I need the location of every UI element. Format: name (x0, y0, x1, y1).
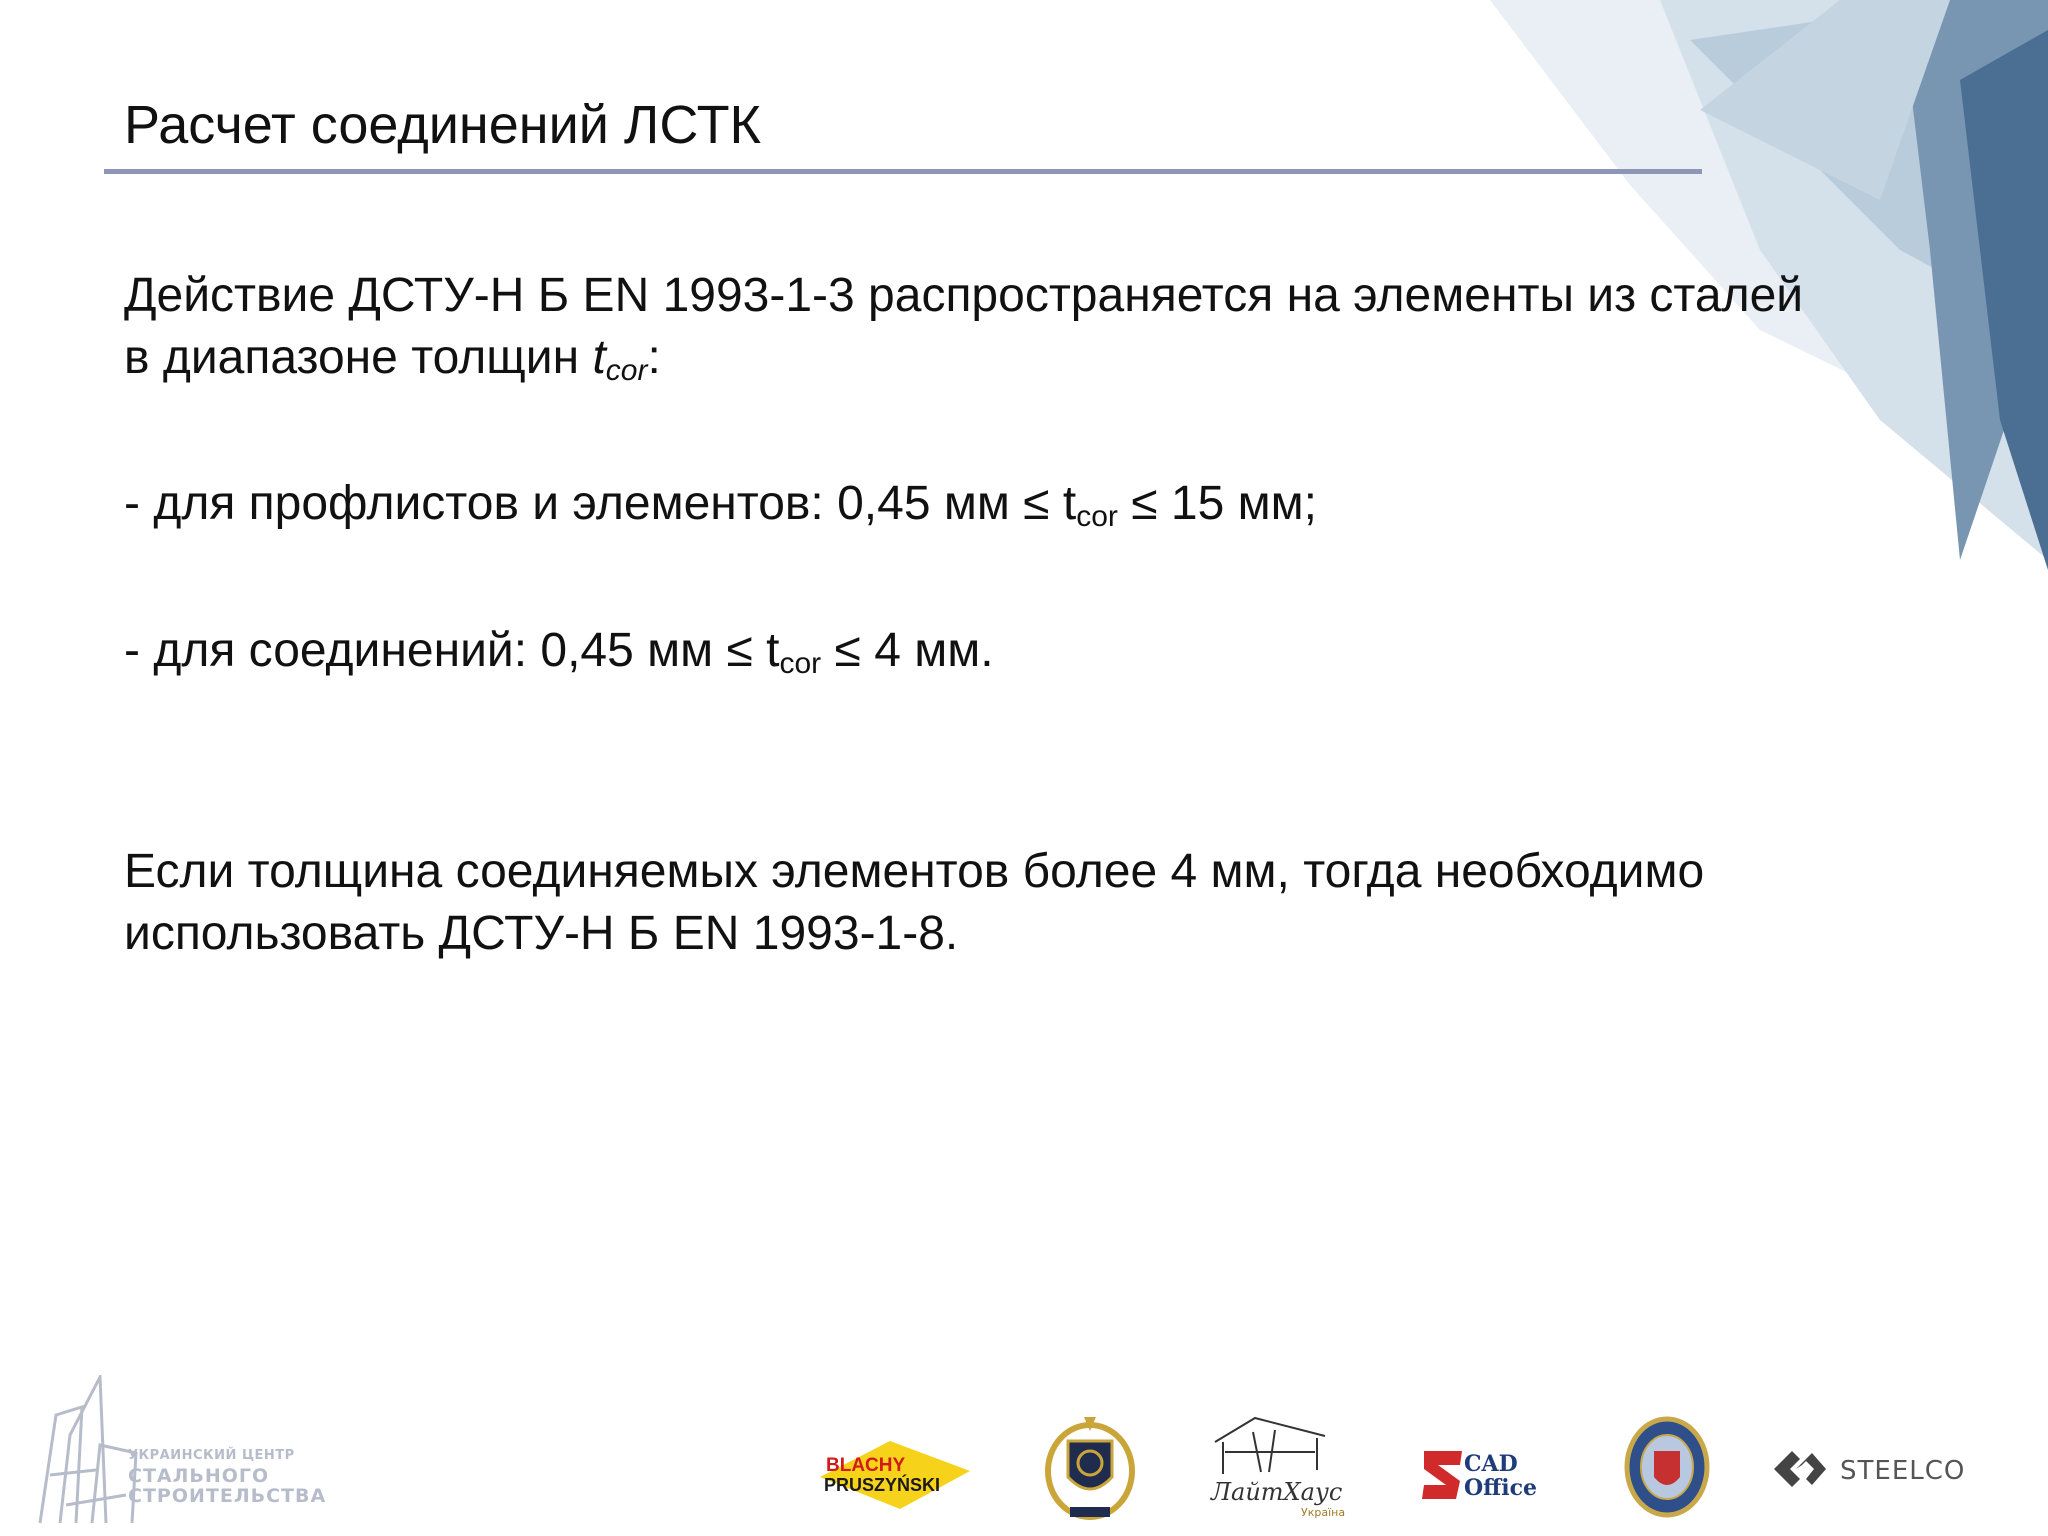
range-item-1-subscript: cor (1076, 500, 1118, 533)
university-emblem-logo (1040, 1413, 1140, 1523)
scope-line-1: Действие ДСТУ-Н Б EN 1993-1-3 распространяется на элементы из сталей (124, 269, 1804, 322)
scope-paragraph (124, 265, 1803, 395)
range-item-2-text: - для соединений: 0,45 мм ≤ t (124, 624, 780, 677)
range-item-1-end: ≤ 15 мм; (1117, 477, 1317, 530)
range-item-1-text: - для профлистов и элементов: 0,45 мм ≤ t (124, 477, 1077, 530)
range-item-connections (124, 620, 994, 688)
range-item-2-end: ≤ 4 мм. (821, 624, 994, 677)
scope-line-2-end: : (647, 331, 661, 384)
note-line-2: использовать ДСТУ-Н Б EN 1993-1-8. (124, 907, 959, 960)
blachy-pruszynski-logo (810, 1435, 980, 1515)
org-logo-line-2: СТАЛЬНОГО (128, 1465, 270, 1487)
cad-office-logo (1420, 1443, 1560, 1503)
steelco-text: STEELCO (1840, 1456, 1966, 1486)
note-paragraph (124, 841, 1704, 965)
org-logo-text (128, 1446, 326, 1506)
range-item-profiled-sheets (124, 473, 1317, 541)
laithaus-logo (1205, 1412, 1345, 1522)
slide-title: Расчет соединений ЛСТК (124, 95, 762, 155)
cad-line-1: CAD (1464, 1451, 1518, 1477)
blachy-line-2: PRUSZYŃSKI (824, 1475, 941, 1495)
academy-seal-logo (1622, 1415, 1712, 1520)
title-underline (104, 169, 1702, 174)
org-logo-line-3: СТРОИТЕЛЬСТВА (128, 1485, 327, 1507)
laithaus-sub: Україна (1301, 1506, 1345, 1519)
steelco-logo (1770, 1445, 1970, 1495)
scope-line-2: в диапазоне толщин (124, 331, 593, 384)
note-line-1: Если толщина соединяемых элементов более 4 мм, тогда необходимо (124, 845, 1705, 898)
cad-line-2: Office (1464, 1475, 1537, 1501)
blachy-line-1: BLACHY (826, 1455, 906, 1476)
range-item-2-subscript: cor (779, 647, 822, 680)
laithaus-name: ЛайтХаус (1211, 1478, 1343, 1506)
org-logo-line-1: УКРАИНСКИЙ ЦЕНТР (128, 1448, 295, 1463)
thickness-symbol: t (592, 331, 606, 384)
thickness-symbol-subscript: cor (605, 354, 648, 387)
